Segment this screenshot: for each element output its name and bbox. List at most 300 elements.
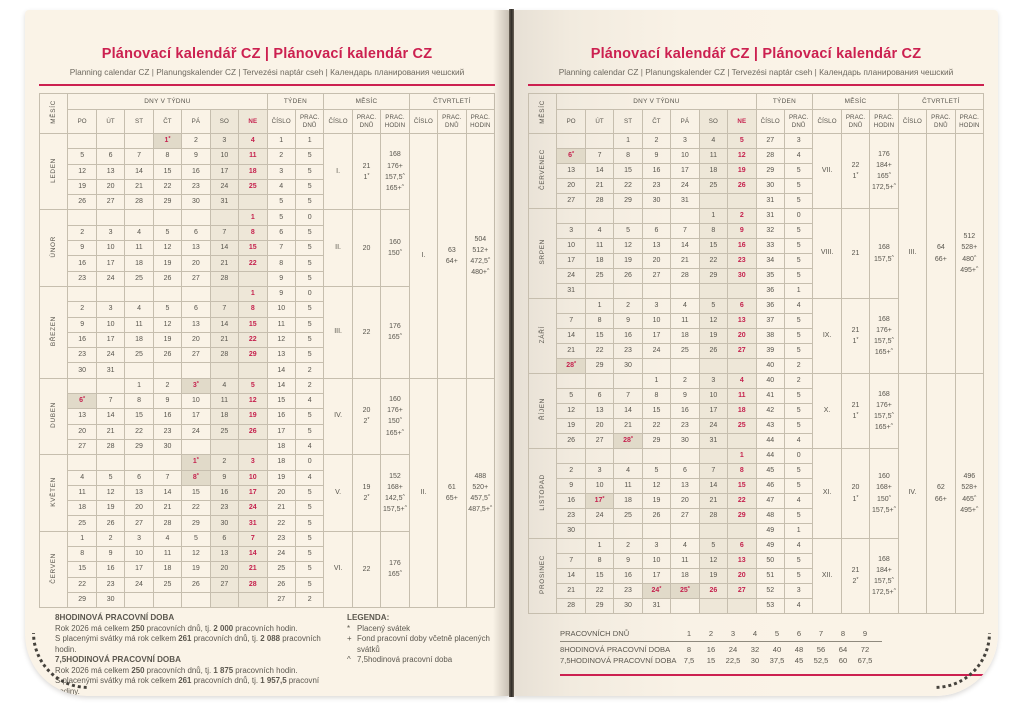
day-cell [557,539,585,554]
day-cell [728,359,756,374]
left-page [25,10,509,696]
calendar-body [529,134,984,614]
week-number-cell: 46 [756,479,784,494]
month-number-cell: II. [324,210,352,286]
sub-column-header-line: DNŮ [848,121,863,129]
day-cell: 18 [125,332,153,347]
month-hours-cell [870,539,898,614]
day-cell: 11 [671,554,699,569]
hours-table-value: 8 [686,645,692,654]
day-cell: 19 [96,501,124,516]
holiday-star: * [168,136,171,143]
caret-mark: ^ [893,183,896,190]
month-hours-line: 157,5^ [874,337,894,345]
days-group-header: DNY V TÝDNU [68,94,267,110]
day-cell: 22 [585,344,613,359]
day-cell: 9 [68,241,96,256]
day-name-header: PO [68,110,96,134]
month-hours-line: 165+^ [385,428,405,437]
day-cell: 6 [125,470,153,485]
day-cell: 17 [96,332,124,347]
work-time-text: pracovních dnů, tj. [144,623,214,633]
day-cell [210,363,238,378]
day-cell: 11 [728,389,756,404]
day-cell: 29 [153,195,181,210]
day-cell: 1* [153,134,181,149]
left-page-content [25,10,509,696]
holiday-star: * [630,435,633,442]
week-number-cell: 52 [756,584,784,599]
week-workdays-cell: 5 [295,179,323,194]
day-cell: 21 [239,562,267,577]
day-cell: 18 [239,164,267,179]
day-cell: 14 [239,547,267,562]
work-time-text: pracovních hodin. [233,623,298,633]
legend-item [347,655,495,665]
day-cell: 25 [585,269,613,284]
month-workdays-line: 22 [362,565,371,573]
day-name-header: ÚT [96,110,124,134]
day-cell: 14 [557,569,585,584]
day-cell: 4 [699,134,727,149]
day-cell: 14 [125,164,153,179]
day-cell [239,271,267,286]
day-cell [671,209,699,224]
day-cell: 2 [68,225,96,240]
day-cell [182,592,210,607]
quarter-hours-line: 488 [474,472,487,480]
day-cell: 30 [614,359,642,374]
week-number-cell: 8 [267,256,295,271]
sub-column-header [381,110,409,134]
day-cell: 31 [671,194,699,209]
day-cell: 11 [585,239,613,254]
day-cell [642,209,670,224]
day-cell [153,363,181,378]
day-cell: 28* [614,434,642,449]
day-cell: 11 [68,485,96,500]
sub-column-header-line: PRAC. [931,114,951,122]
day-cell: 3 [96,302,124,317]
day-cell: 12 [557,404,585,419]
day-cell [557,134,585,149]
day-cell: 31 [699,434,727,449]
day-cell [182,286,210,301]
week-workdays-cell: 1 [784,524,812,539]
day-cell: 24 [239,501,267,516]
week-row [40,378,495,393]
day-cell: 22 [699,254,727,269]
week-number-cell: 21 [267,501,295,516]
day-cell [699,194,727,209]
week-number-cell: 16 [267,409,295,424]
month-hours-line: 142,5^ [385,493,405,502]
day-cell: 2 [614,299,642,314]
day-cell: 7 [671,224,699,239]
day-cell: 4 [728,374,756,389]
week-number-cell: 43 [756,419,784,434]
day-cell [68,378,96,393]
month-name-cell [529,539,557,614]
day-cell [125,363,153,378]
week-number-cell: 30 [756,179,784,194]
caret-mark: ^ [973,494,977,501]
day-cell: 24 [182,424,210,439]
day-cell [125,455,153,470]
day-cell: 11 [153,547,181,562]
month-hours-cell [870,209,898,299]
sub-column-header-line: HODIN [470,121,491,129]
day-cell: 13 [728,314,756,329]
week-number-cell: 2 [267,149,295,164]
day-cell: 22 [642,419,670,434]
hours-table-value: 32 [750,645,760,654]
day-cell: 28 [585,194,613,209]
day-cell: 20 [642,254,670,269]
day-cell: 26 [182,577,210,592]
day-cell: 19 [239,409,267,424]
day-name-header: PÁ [671,110,699,134]
month-hours-line: 165+^ [874,423,894,432]
caret-mark: ^ [404,505,407,512]
week-workdays-cell: 4 [784,599,812,614]
day-cell: 12 [614,239,642,254]
day-cell: 29 [182,516,210,531]
day-cell: 5 [557,389,585,404]
day-cell: 8 [614,149,642,164]
work-time-section-title: 8HODINOVÁ PRACOVNÍ DOBA [55,613,175,623]
sub-column-header-line: PRAC. [299,114,320,122]
week-number-cell: 38 [756,329,784,344]
day-cell: 18 [153,562,181,577]
day-cell: 29 [614,194,642,209]
day-cell: 28 [210,271,238,286]
day-cell: 17 [239,485,267,500]
day-cell: 7 [125,149,153,164]
month-hours-line: 165^ [387,570,402,579]
quarter-hours-line: 512 [963,233,976,241]
sub-column-header: ČÍSLO [409,110,437,134]
day-cell: 17 [642,569,670,584]
week-workdays-cell: 5 [784,569,812,584]
day-cell [125,210,153,225]
work-time-line [55,666,341,676]
day-cell [699,524,727,539]
legend-text: Placený svátek [357,623,411,633]
day-cell: 4 [585,224,613,239]
month-workdays-line: 20 [362,244,371,252]
day-cell: 2 [210,455,238,470]
day-cell: 3* [182,378,210,393]
week-number-cell: 4 [267,179,295,194]
month-hours-line: 160 [389,239,401,247]
month-hours-line: 157,5^ [874,577,894,585]
week-workdays-cell: 4 [784,539,812,554]
day-cell: 7 [585,149,613,164]
day-cell: 3 [585,464,613,479]
day-cell [210,286,238,301]
month-name-label: ČERVEN [50,552,58,584]
day-cell: 12 [642,479,670,494]
month-name-label: ÚNOR [50,235,58,258]
month-hours-line: 157,5^ [874,254,894,263]
work-time-text: S placenými svátky má rok celkem [55,676,179,686]
day-cell: 3 [699,374,727,389]
day-cell: 23 [728,254,756,269]
month-workdays-cell [352,210,380,286]
day-cell: 11 [210,394,238,409]
month-hours-line: 150^ [876,494,891,503]
hours-table-value: 67,5 [857,656,873,665]
month-workdays-cell [841,134,869,209]
day-cell: 21 [585,179,613,194]
holiday-star: * [856,412,859,418]
day-cell: 19 [557,419,585,434]
sub-column-header: ČÍSLO [898,110,926,134]
work-time-bold-value: 1 957,5 [260,676,287,686]
day-cell: 25 [125,348,153,363]
day-cell: 18 [585,254,613,269]
caret-mark: ^ [399,333,402,340]
quarter-workdays-cell [438,378,466,607]
sub-column-header [841,110,869,134]
day-cell: 26 [153,271,181,286]
month-hours-line: 176+ [387,162,403,170]
week-number-cell: 35 [756,269,784,284]
week-workdays-cell: 5 [784,509,812,524]
work-time-line [55,624,341,634]
day-cell [728,524,756,539]
day-cell: 14 [585,164,613,179]
holiday-star: * [856,172,859,178]
week-number-cell: 24 [267,547,295,562]
holiday-star: * [367,417,370,424]
day-cell: 12 [68,164,96,179]
day-cell: 18 [68,501,96,516]
day-cell: 29 [239,348,267,363]
day-cell: 30 [614,599,642,614]
month-workdays-line: 1* [852,337,859,345]
week-workdays-cell: 5 [295,271,323,286]
sub-column-header-line: PRAC. [356,114,377,122]
month-workdays-line: 21 [851,326,860,334]
day-cell: 12 [239,394,267,409]
month-name-label: KVĚTEN [50,476,58,507]
day-cell: 6 [182,225,210,240]
day-name-header: SO [699,110,727,134]
quarter-workdays-cell [927,374,955,614]
work-time-text: pracovních dnů, tj. [191,634,261,644]
week-number-cell: 44 [756,434,784,449]
day-cell: 20 [671,494,699,509]
week-workdays-cell: 5 [295,516,323,531]
day-cell: 13 [557,164,585,179]
week-workdays-cell: 0 [295,455,323,470]
week-workdays-cell: 5 [784,194,812,209]
day-cell: 8 [728,464,756,479]
day-name-header: ST [614,110,642,134]
hours-table-value: 45 [794,656,804,665]
month-hours-cell [381,378,409,454]
sub-column-header [870,110,898,134]
week-workdays-cell: 0 [784,449,812,464]
day-cell: 7 [96,394,124,409]
caret-mark: ^ [401,183,405,190]
week-number-cell: 25 [267,562,295,577]
day-cell: 8 [68,547,96,562]
week-workdays-cell: 5 [295,577,323,592]
day-cell: 23 [68,348,96,363]
day-cell: 19 [699,329,727,344]
day-cell: 17 [699,404,727,419]
caret-mark: ^ [402,493,405,500]
legend-symbol: ^ [347,655,351,665]
holiday-star: * [602,495,605,502]
day-cell: 11 [239,149,267,164]
day-cell: 15 [125,409,153,424]
month-name-cell [40,210,68,286]
day-cell: 10 [557,239,585,254]
day-cell: 30 [557,524,585,539]
week-workdays-cell: 2 [295,363,323,378]
hours-table-value: 56 [816,645,826,654]
day-cell: 20 [96,179,124,194]
legend [341,613,495,696]
right-page-content [514,10,998,676]
day-cell: 30 [210,516,238,531]
week-number-cell: 51 [756,569,784,584]
day-cell: 7 [153,470,181,485]
day-cell: 20 [68,424,96,439]
day-cell: 6 [585,389,613,404]
day-cell: 25 [728,419,756,434]
work-time-text: pracovních hodin. [233,665,298,675]
quarter-workdays-line: 66+ [934,495,947,503]
quarter-workdays-line: 65+ [445,494,458,502]
week-number-cell: 34 [756,254,784,269]
day-cell: 28 [96,439,124,454]
week-number-cell: 15 [267,394,295,409]
day-cell: 24 [210,179,238,194]
quarter-hours-line: 528+ [961,484,978,492]
week-workdays-cell: 5 [295,317,323,332]
day-cell [239,439,267,454]
day-cell: 26 [68,195,96,210]
week-workdays-cell: 5 [295,547,323,562]
day-cell: 27 [557,194,585,209]
day-cell [557,374,585,389]
month-workdays-cell [352,378,380,454]
hours-table-value: 7 [818,629,824,638]
sub-column-header-line: HODIN [959,121,980,129]
hours-table-label: 7,5HODINOVÁ PRACOVNÍ DOBA [560,656,677,665]
month-hours-line: 176+ [876,401,892,409]
week-number-cell: 20 [267,485,295,500]
holiday-star: * [83,396,86,403]
holiday-star: * [367,493,370,500]
day-cell: 20 [125,501,153,516]
quarter-workdays-line: 64 [936,244,945,252]
day-cell: 16 [671,404,699,419]
day-cell: 5 [153,302,181,317]
day-cell: 9 [614,554,642,569]
legend-item [347,634,495,655]
week-number-cell: 23 [267,531,295,546]
week-workdays-cell: 5 [784,179,812,194]
day-cell: 13 [210,547,238,562]
days-group-header: DNY V TÝDNU [557,94,756,110]
day-cell: 4 [125,225,153,240]
day-cell: 17 [557,254,585,269]
day-cell [614,284,642,299]
sub-column-header-line: HODIN [384,121,406,129]
week-number-cell: 39 [756,344,784,359]
day-name-header: ST [125,110,153,134]
month-hours-line: 152 [389,472,401,480]
day-cell: 9 [153,394,181,409]
week-workdays-cell: 5 [295,195,323,210]
hours-table-row [560,628,882,642]
work-time-line [55,676,341,696]
month-workdays-line: 19 [362,483,371,491]
day-cell: 24 [585,509,613,524]
month-name-label: SRPEN [539,239,547,265]
day-cell: 15 [68,562,96,577]
sub-column-header-line: PRAC. [442,114,462,122]
quarter-hours-line: 504 [474,235,487,243]
day-cell: 15 [585,569,613,584]
day-cell: 5 [239,378,267,393]
day-cell: 8 [585,314,613,329]
day-cell: 19 [68,179,96,194]
day-cell [153,592,181,607]
day-cell [699,284,727,299]
month-workdays-line: 2* [363,493,370,502]
day-cell: 4 [671,539,699,554]
title-rule [528,84,984,86]
day-cell: 22 [153,179,181,194]
hours-conversion-table [560,628,882,666]
month-hours-line: 168 [878,555,890,563]
hours-table-value: 15 [706,656,716,665]
work-time-bold-value: 250 [131,623,145,633]
week-number-cell: 33 [756,239,784,254]
day-cell: 23 [68,271,96,286]
day-cell: 16 [96,562,124,577]
holiday-star: * [196,380,199,387]
hours-table-value: 30 [750,656,760,665]
month-workdays-cell [352,134,380,210]
hours-table-value: 3 [730,629,736,638]
week-workdays-cell: 5 [295,149,323,164]
week-number-cell: 9 [267,271,295,286]
day-cell: 5 [614,224,642,239]
day-cell: 31 [96,363,124,378]
quarter-hours-line: 457,5^ [470,493,491,502]
day-cell: 23 [671,419,699,434]
page-subtitle: Planning calendar CZ | Planungskalender CZ | Tervezési naptár cseh | Календарь планирования чешский [69,67,465,77]
month-hours-line: 172,5+^ [871,183,896,192]
week-number-cell: 27 [267,592,295,607]
work-time-bold-value: 2 088 [260,634,281,644]
day-cell: 4 [68,470,96,485]
month-number-cell: IV. [324,378,352,454]
page-title: Plánovací kalendář CZ | Plánovací kalendár CZ [590,46,922,62]
quarter-hours-cell [466,134,494,379]
week-row [529,134,984,149]
day-cell: 29 [68,592,96,607]
day-cell: 27 [182,271,210,286]
